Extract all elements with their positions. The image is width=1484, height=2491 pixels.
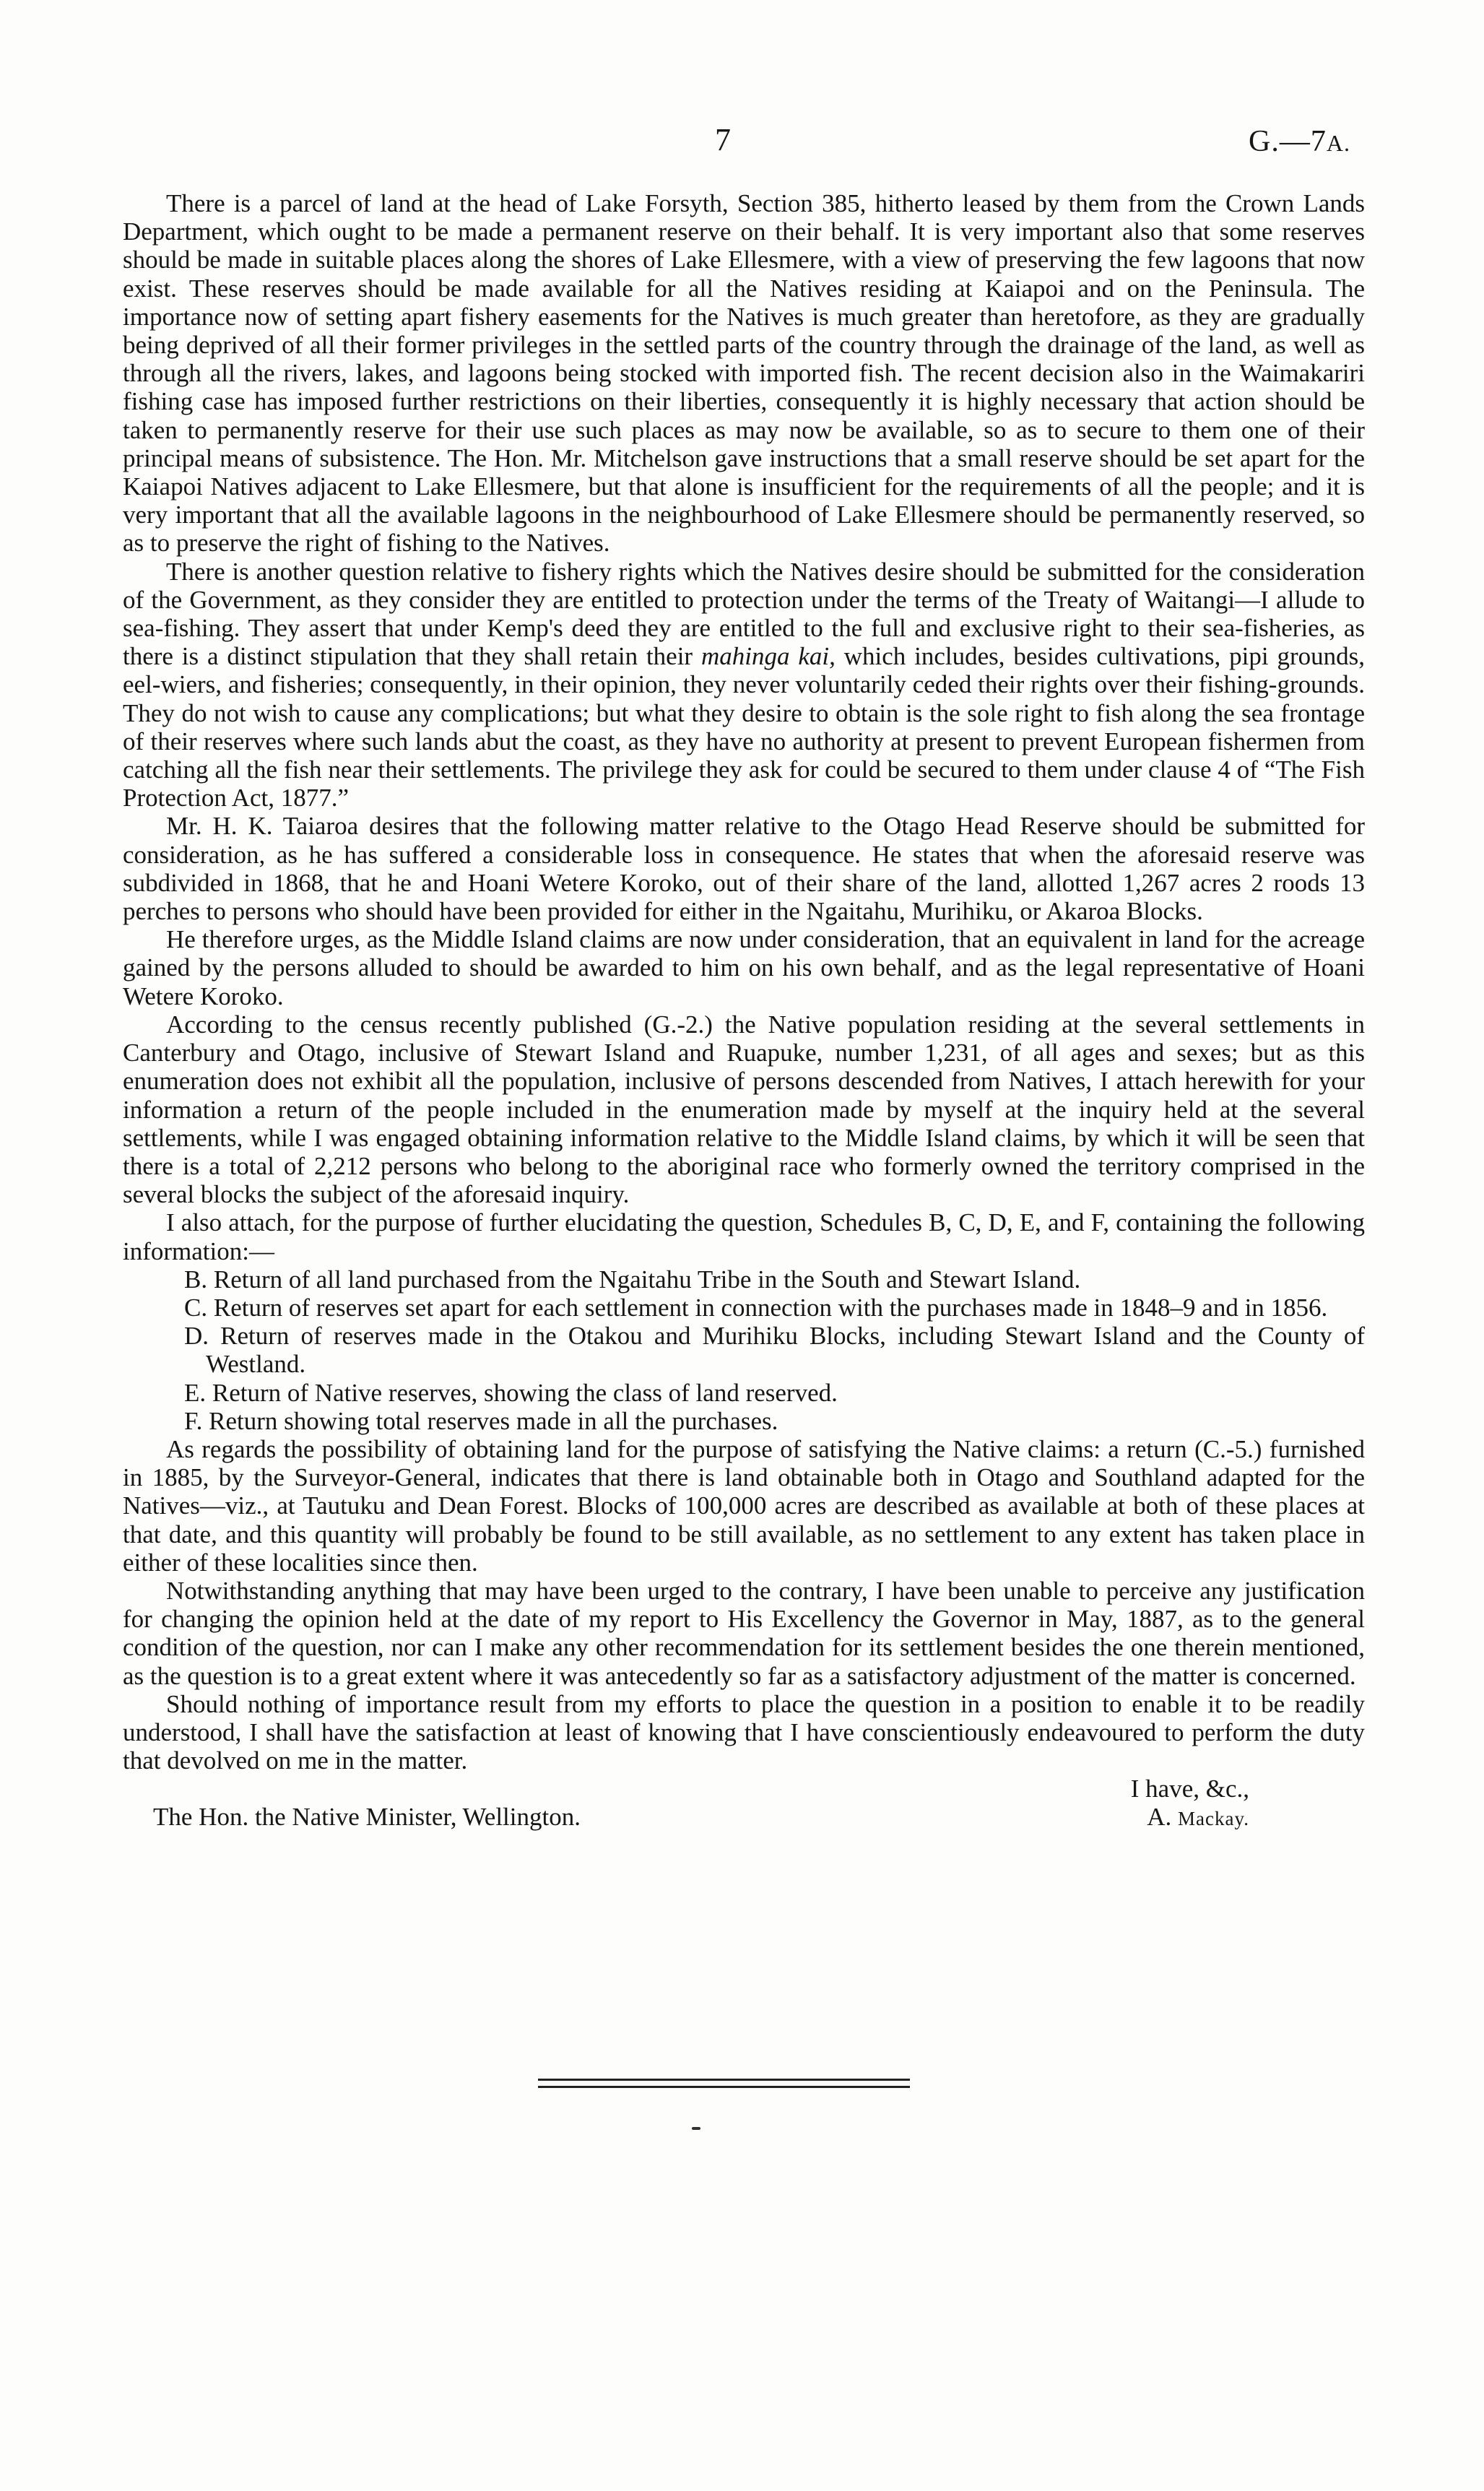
paragraph-opinion: Notwithstanding anything that may have been urged to the contrary, I have been unable to perceive any justification for changing the opinion held at the date of my report to His Excellency the Governor in May, 1887, as to the general condition of the question, nor can I make any other recommendation for its settlement besides the one therein mentioned, as the question is to a great extent where it was antecedently so far as a satisfactory adjustment of the matter is concerned. [123, 1576, 1365, 1690]
maori-term: mahinga kai, [700, 642, 836, 671]
signature [1147, 1803, 1249, 1833]
sea-fishing-text-start: There is another question relative to fishery rights which the Natives desire should be submitted for the consideration of the Government, as they consider they are entitled to protection under the terms of the Treaty of Waitangi—I allude to sea-fishing. They assert that under Kemp's deed they are entitled to the full and exclusive right to their sea-fisheries, as there is a distinct stipulation that they shall retain their [123, 557, 1365, 671]
signoff-block [123, 1775, 1365, 1831]
letter-body [123, 189, 1365, 1831]
paragraph-schedules-intro: I also attach, for the purpose of further elucidating the question, Schedules B, C, D, E, and F, containing the following information:— [123, 1208, 1365, 1265]
document-code-prefix: G.—7 [1249, 125, 1327, 158]
paragraph-taiaroa-claim: Mr. H. K. Taiaroa desires that the following matter relative to the Otago Head Reserve should be submitted for consideration, as he has suffered a considerable loss in consequence. He states that when the aforesaid reserve was subdivided in 1868, that he and Hoani Wetere Koroko, out of their share of the land, allotted 1,267 acres 2 roods 13 perches to persons who should have been provided for either in the Ngaitahu, Murihiku, or Akaroa Blocks. [123, 812, 1365, 926]
page-header [0, 121, 1484, 165]
ornament-dash [692, 2127, 700, 2130]
closing-rule-bottom [538, 2086, 910, 2088]
salutation: I have, &c., [1130, 1775, 1249, 1803]
schedule-item-c: C. Return of reserves set apart for each settlement in connection with the purchases made in 1848–9 and in 1856. [184, 1293, 1328, 1322]
addressee: The Hon. the Native Minister, Wellington. [153, 1803, 581, 1832]
document-code [1249, 124, 1350, 159]
paragraph-equivalent-land: He therefore urges, as the Middle Island claims are now under consideration, that an equivalent in land for the acreage gained by the persons alluded to should be awarded to him on his own behalf, and as the legal representative of Hoani Wetere Koroko. [123, 925, 1365, 1010]
signer-initial: A. [1147, 1803, 1172, 1832]
schedule-item-d: D. Return of reserves made in the Otakou and Murihiku Blocks, including Stewart Island and the County of Westland. [184, 1322, 1365, 1379]
schedule-item-f: F. Return showing total reserves made in all the purchases. [184, 1406, 778, 1435]
paragraph-conclusion: Should nothing of importance result from my efforts to place the question in a position to enable it to be readily understood, I shall have the satisfaction at least of knowing that I have conscientiously endeavoured to perform the duty that devolved on me in the matter. [123, 1689, 1365, 1775]
page-number: 7 [715, 122, 731, 157]
sea-fishing-text-end: which includes, besides cultivations, pipi grounds, eel-wiers, and fisheries; consequently, in their opinion, they never voluntarily ceded their rights over their fishing-grounds. They do not wish to cause any complications; but what they desire to obtain is the sole right to fish along the sea frontage of their reserves where such lands abut the coast, as they have no authority at present to prevent European fishermen from catching all the fish near their settlements. The privilege they ask for could be secured to them under clause 4 of “The Fish Protection Act, 1877.” [123, 642, 1365, 813]
schedule-item-b: B. Return of all land purchased from the Ngaitahu Tribe in the South and Stewart Island. [184, 1265, 1081, 1294]
signer-surname: Mackay. [1178, 1808, 1249, 1830]
closing-rule-top [538, 2079, 910, 2081]
paragraph-sea-fishing [123, 558, 1365, 813]
paragraph-census: According to the census recently published (G.-2.) the Native population residing at the several settlements in Canterbury and Otago, inclusive of Stewart Island and Ruapuke, number 1,231, of all ages and sexes; but as this enumeration does not exhibit all the population, inclusive of persons descended from Natives, I attach herewith for your information a return of the people included in the enumeration made by myself at the inquiry held at the several settlements, while I was engaged obtaining information relative to the Middle Island claims, by which it will be seen that there is a total of 2,212 persons who belong to the aboriginal race who formerly owned the territory comprised in the several blocks the subject of the aforesaid inquiry. [123, 1010, 1365, 1209]
paragraph-land-availability: As regards the possibility of obtaining land for the purpose of satisfying the Native claims: a return (C.-5.) furnished in 1885, by the Surveyor-General, indicates that there is land obtainable both in Otago and Southland adapted for the Natives—viz., at Tautuku and Dean Forest. Blocks of 100,000 acres are described as available at both of these places at that date, and this quantity will probably be found to be still available, as no settlement to any extent has taken place in either of these localities since then. [123, 1434, 1365, 1577]
schedule-item-e: E. Return of Native reserves, showing the class of land reserved. [184, 1378, 838, 1407]
document-code-suffix: A. [1326, 130, 1350, 156]
paragraph-lake-reserves: There is a parcel of land at the head of Lake Forsyth, Section 385, hitherto leased by them from the Crown Lands Department, which ought to be made a permanent reserve on their behalf. It is very important also that some reserves should be made in suitable places along the shores of Lake Ellesmere, with a view of preserving the few lagoons that now exist. These reserves should be made available for all the Natives residing at Kaiapoi and on the Peninsula. The importance now of setting apart fishery easements for the Natives is much greater than heretofore, as they are gradually being deprived of all their former privileges in the settled parts of the country through the drainage of the land, as well as through all the rivers, lakes, and lagoons being stocked with imported fish. The recent decision also in the Waimakariri fishing case has imposed further restrictions on their liberties, consequently it is highly necessary that action should be taken to permanently reserve for their use such places as may now be available, so as to secure to them one of their principal means of subsistence. The Hon. Mr. Mitchelson gave instructions that a small reserve should be set apart for the Kaiapoi Natives adjacent to Lake Ellesmere, but that alone is insufficient for the requirements of all the people; and it is very important that all the available lagoons in the neighbourhood of Lake Ellesmere should be permanently reserved, so as to preserve the right of fishing to the Natives. [123, 189, 1365, 558]
schedule-list [123, 1265, 1365, 1435]
